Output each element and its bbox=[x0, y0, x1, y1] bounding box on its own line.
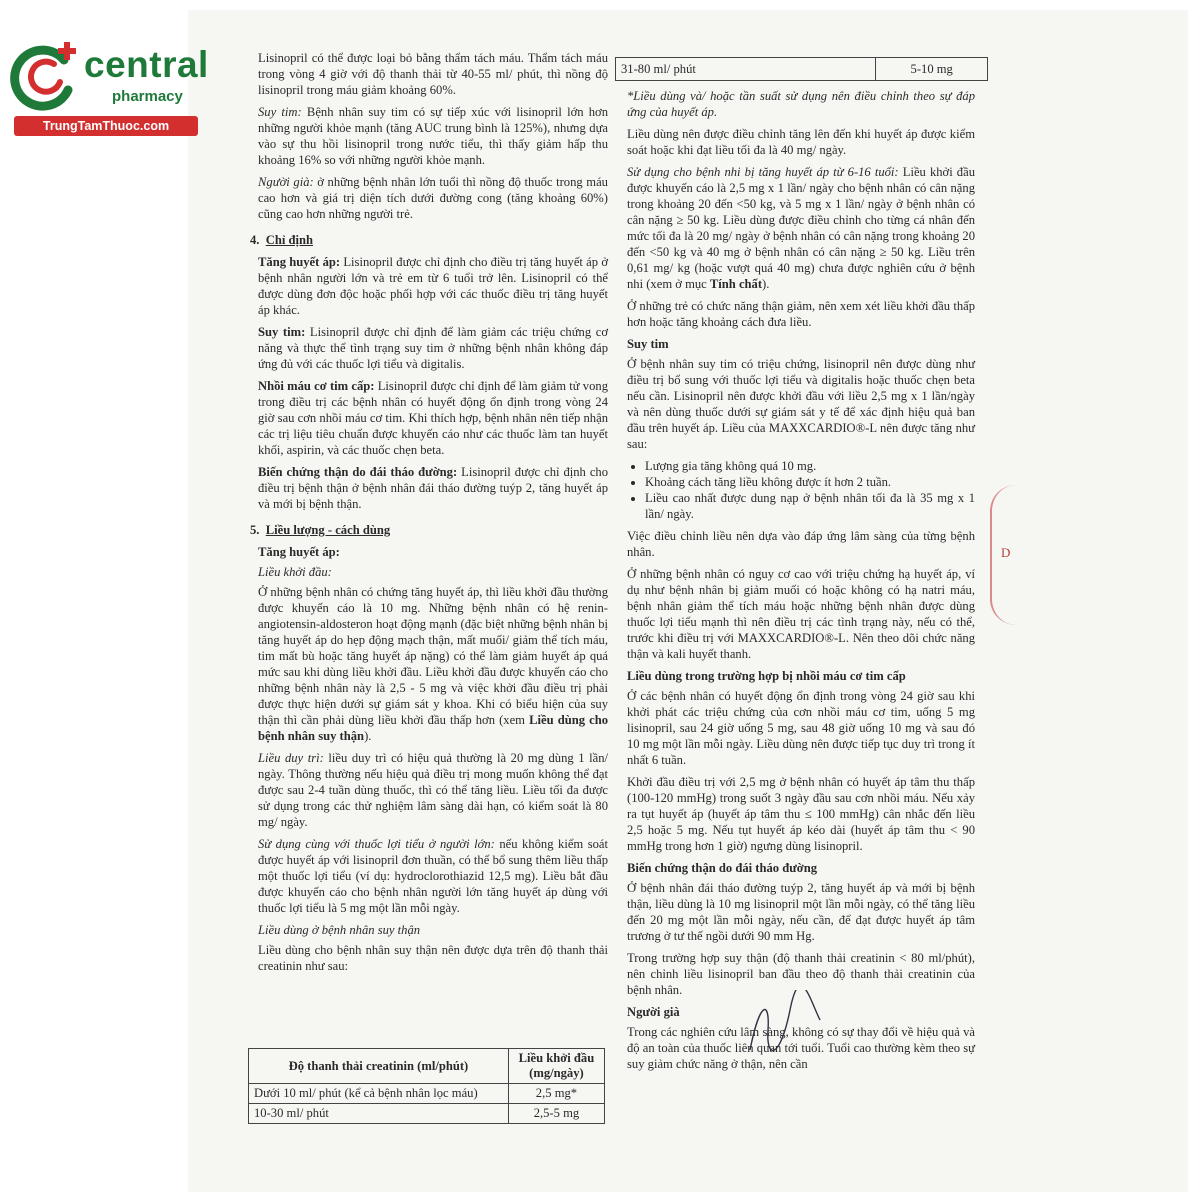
label: Nhồi máu cơ tim cấp: bbox=[258, 379, 375, 393]
text: Bệnh nhân suy tim có sự tiếp xúc với lisinopril lớn hơn những người khỏe mạnh (tăng AUC trung bình là 125%), nhưng dựa vào sự thu hồi lisinopril trong nước tiểu, thì thấy giảm hấp thu khoảng 16% so với những người khỏe mạnh. bbox=[258, 105, 608, 167]
label: Sử dụng cho bệnh nhi bị tăng huyết áp từ 6-16 tuổi: bbox=[627, 165, 899, 179]
label: Sử dụng cùng với thuốc lợi tiểu ở người lớn: bbox=[258, 837, 495, 851]
subheading: Biến chứng thận do đái tháo đường bbox=[627, 861, 818, 875]
paragraph: Khởi đầu điều trị với 2,5 mg ở bệnh nhân có huyết áp tâm thu thấp (100-120 mmHg) trong suốt 3 ngày đầu sau cơn nhồi máu. Nếu xảy ra tụt huyết áp (huyết áp tâm thu ≤ 100 mmHg) cân nhắc đến liều 2,5 hoặc 5 mg. Nếu tụt huyết áp kéo dài (huyết áp tâm thu < 90 mmHg trong hơn 1 giờ) ngưng dùng lisinopril. bbox=[627, 775, 975, 853]
text: Ở những bệnh nhân có chứng tăng huyết áp, thì liều khởi đầu thường được khuyến cáo là 10 mg. Những bệnh nhân có hệ renin-angiotensin-aldosteron hoạt động mạnh (đặc biệt những bệnh nhân bị tăng huyết áp do hẹp động mạch thận, mất muối/ giảm thể tích máu, tim mất bù hoặc tăng huyết áp nặng) có thể làm giảm huyết áp quá mức sau khi dùng liều khởi đầu. Liều khởi đầu được khuyến cáo cho những bệnh nhân này là 2,5 - 5 mg và việc khởi đầu điều trị phải được thực hiện dưới sự giám sát y khoa. Khi có biểu hiện của suy thận thì cần phải dùng liều khởi đầu thấp hơn (xem bbox=[258, 585, 608, 727]
text: liều duy trì có hiệu quả thường là 20 mg dùng 1 lần/ ngày. Thông thường nếu hiệu quả điều trị mong muốn không thể đạt được sau 2-4 tuần dùng thuốc, thì có thể tăng liều. Liều tối đa được sử dụng trong các thử nghiệm lâm sàng dài hạn, có kiểm soát là 80 mg/ ngày. bbox=[258, 751, 608, 829]
section-number: 4. bbox=[250, 233, 260, 247]
paragraph: Ở bệnh nhân đái tháo đường tuýp 2, tăng huyết áp và mới bị bệnh thận, liều dùng là 10 mg lisinopril một lần mỗi ngày, có thể tăng liều đến 20 mg một lần mỗi ngày, nếu cần, để đạt được huyết áp tâm trương ở tư thế ngồi dưới 90 mm Hg. bbox=[627, 881, 975, 943]
paragraph: Trong trường hợp suy thận (độ thanh thải creatinin < 80 ml/phút), nên chỉnh liều lisinopril ban đầu theo độ thanh thải creatinin của bệnh nhân. bbox=[627, 951, 975, 997]
text: Liều khởi đầu được khuyến cáo là 2,5 mg x 1 lần/ ngày cho bệnh nhân có cân nặng trong khoảng 20 đến <50 kg, và 5 mg x 1 lần/ ngày ở bệnh nhân có cân nặng ≥ 50 kg. Liều dùng được điều chỉnh cho từng cá nhân đến mức tối đa là 20 mg/ ngày ở bệnh nhân có cân nặng trong khoảng 20 đến <50 kg và 40 mg ở bệnh nhân có cân nặng ≥ 50 kg. Liều trên 0,61 mg/ kg (hoặc vượt quá 40 mg) chưa được nghiên cứu ở bệnh nhi (xem ở mục bbox=[627, 165, 975, 291]
table-cell: 2,5 mg* bbox=[508, 1084, 604, 1104]
section-heading-4 bbox=[250, 232, 608, 248]
renal-dose-table-continued bbox=[615, 57, 988, 81]
text: ở những bệnh nhân lớn tuổi thì nồng độ thuốc trong máu cao hơn và giá trị diện tích dưới đường cong (tăng khoảng 60%) cũng cao hơn những người trẻ. bbox=[258, 175, 608, 221]
list-item: • Khoảng cách tăng liều không được ít hơn 2 tuần. bbox=[645, 474, 975, 490]
section-number: 5. bbox=[250, 523, 260, 537]
cross-reference: Liều dùng cho bệnh nhân suy thận bbox=[258, 713, 608, 743]
label: Tăng huyết áp: bbox=[258, 255, 341, 269]
text: ). bbox=[364, 729, 372, 743]
table-row bbox=[249, 1084, 605, 1104]
paragraph: Ở các bệnh nhân có huyết động ổn định trong vòng 24 giờ sau khi khởi phát các triệu chứng của cơn nhồi máu cơ tim, uống 5 mg lisinopril, sau 24 giờ uống 5 mg, sau 48 giờ uống 10 mg và sau đó 10 mg một lần mỗi ngày. Liều dùng nên được tiếp tục duy trì trong ít nhất 6 tuần. bbox=[627, 689, 975, 767]
table-cell: Dưới 10 ml/ phút (kể cả bệnh nhân lọc máu) bbox=[249, 1084, 509, 1104]
table-cell: 2,5-5 mg bbox=[508, 1104, 604, 1124]
paragraph: Ở những trẻ có chức năng thận giảm, nên xem xét liều khởi đầu thấp hơn hoặc tăng khoảng cách đưa liều. bbox=[627, 299, 975, 329]
table-cell: 31-80 ml/ phút bbox=[616, 58, 876, 81]
footnote: *Liều dùng và/ hoặc tần suất sử dụng nên điều chỉnh theo sự đáp ứng của huyết áp. bbox=[627, 89, 975, 119]
list-item: • Liều cao nhất được dung nạp ở bệnh nhân tối đa là 35 mg x 1 lần/ ngày. bbox=[645, 490, 975, 522]
label: Suy tim: bbox=[258, 105, 302, 119]
table bbox=[615, 57, 988, 81]
text: Lisinopril được chỉ định cho điều trị bệnh thận ở bệnh nhân đái tháo đường tuýp 2, tăng huyết áp và mới bị bệnh thận. bbox=[258, 465, 609, 511]
text: Lisinopril được chỉ định cho điều trị tăng huyết áp ở bệnh nhân người lớn và trẻ em từ 6 tuổi trở lên. Lisinopril có thể được dùng đơn độc hoặc phối hợp với các thuốc điều trị tăng huyết áp khác. bbox=[258, 255, 608, 317]
text: Lisinopril được chỉ định để làm giảm các triệu chứng cơ năng và thực thể tình trạng suy tim ở những bệnh nhân không đáp ứng đủ với các thuốc lợi tiểu và digitalis. bbox=[258, 325, 608, 371]
left-column bbox=[250, 50, 609, 980]
table bbox=[248, 1048, 605, 1124]
brand-subtitle: pharmacy bbox=[112, 88, 183, 105]
bullet-list bbox=[627, 458, 975, 522]
table-cell: 5-10 mg bbox=[876, 58, 988, 81]
section-heading-5 bbox=[250, 522, 608, 538]
paragraph bbox=[258, 378, 608, 458]
text: nếu không kiểm soát được huyết áp với lisinopril đơn thuần, có thể bổ sung thêm liều thấp một thuốc lợi tiểu (ví dụ: hydroclorothiazid 12,5 mg). Liều bắt đầu được khuyến cáo cho bệnh nhân người lớn tăng huyết áp dùng với thuốc lợi tiểu là 5 mg một lần mỗi ngày. bbox=[258, 837, 608, 915]
paragraph bbox=[258, 104, 608, 168]
paragraph bbox=[627, 164, 975, 292]
cross-reference: Tính chất bbox=[709, 277, 763, 291]
column-header: Liều khởi đầu (mg/ngày) bbox=[508, 1049, 604, 1084]
subheading: Người già bbox=[627, 1005, 680, 1019]
right-column bbox=[627, 88, 975, 1078]
stamp-letter: D bbox=[1001, 545, 1011, 560]
label: Người già: bbox=[258, 175, 314, 189]
subheading: Suy tim bbox=[627, 337, 669, 351]
list-item: • Lượng gia tăng không quá 10 mg. bbox=[645, 458, 975, 474]
label: Suy tim: bbox=[258, 325, 306, 339]
signature-icon bbox=[740, 990, 830, 1070]
brand-website: TrungTamThuoc.com bbox=[14, 116, 198, 136]
paragraph bbox=[258, 836, 608, 916]
paragraph: Liều dùng nên được điều chỉnh tăng lên đến khi huyết áp được kiểm soát hoặc khi đạt liều tối đa là 40 mg/ ngày. bbox=[627, 127, 975, 157]
subheading: Liều dùng ở bệnh nhân suy thận bbox=[258, 923, 421, 937]
section-title: Liều lượng - cách dùng bbox=[265, 523, 391, 537]
paragraph: Ở những bệnh nhân có nguy cơ cao với triệu chứng hạ huyết áp, ví dụ như bệnh nhân bị giảm muối có hoặc không có hạ natri máu, bệnh nhân giảm thể tích máu hoặc những bệnh nhân được dùng thuốc lợi tiểu mạnh thì nên điều trị các tình trạng này, nếu có thể, trước khi điều trị với MAXXCARDIO®-L. Nên theo dõi chức năng thận và kali huyết thanh. bbox=[627, 567, 975, 661]
subheading: Liều dùng trong trường hợp bị nhồi máu cơ tim cấp bbox=[627, 669, 906, 683]
logo-icon bbox=[10, 38, 90, 118]
section-title: Chỉ định bbox=[265, 233, 314, 247]
text: Lisinopril được chỉ định để làm giảm tử vong trong điều trị các bệnh nhân có huyết động ổn định trong vòng 24 giờ sau cơn nhồi máu cơ tim. Khi thích hợp, bệnh nhân nên tiếp nhận các trị liệu tiêu chuẩn được khuyến cáo như các thuốc làm tan huyết khối, aspirin, và các thuốc chẹn beta. bbox=[258, 379, 608, 457]
paragraph bbox=[258, 254, 608, 318]
brand-name: central bbox=[84, 44, 209, 85]
table-header-row bbox=[249, 1049, 605, 1084]
table-row bbox=[249, 1104, 605, 1124]
paragraph: Trong các nghiên cứu lâm sàng, không có sự thay đổi về hiệu quả và độ an toàn của thuốc liên quan tới tuổi. Tuổi cao thường kèm theo sự suy giảm chức năng ở thận, nên cần bbox=[627, 1025, 975, 1071]
paragraph bbox=[258, 174, 608, 222]
paragraph bbox=[258, 584, 608, 744]
text: ). bbox=[762, 277, 770, 291]
paragraph bbox=[258, 750, 608, 830]
table-cell: 10-30 ml/ phút bbox=[249, 1104, 509, 1124]
subheading: Liều khởi đầu: bbox=[258, 565, 332, 579]
paragraph: Việc điều chỉnh liều nên dựa vào đáp ứng lâm sàng của từng bệnh nhân. bbox=[627, 529, 975, 559]
table-row bbox=[616, 58, 988, 81]
subheading: Tăng huyết áp: bbox=[258, 545, 340, 559]
paragraph: Lisinopril có thể được loại bỏ bằng thẩm tách máu. Thẩm tách máu trong vòng 4 giờ với độ thanh thải từ 40-55 ml/ phút, thì nồng độ lisinopril trong máu giảm khoảng 60%. bbox=[258, 51, 608, 97]
label: Biến chứng thận do đái tháo đường: bbox=[258, 465, 458, 479]
paragraph bbox=[258, 464, 608, 512]
paragraph: Liều dùng cho bệnh nhân suy thận nên được dựa trên độ thanh thải creatinin như sau: bbox=[258, 943, 608, 973]
column-header: Độ thanh thải creatinin (ml/phút) bbox=[249, 1049, 509, 1084]
renal-dose-table bbox=[248, 1048, 605, 1124]
paragraph bbox=[258, 324, 608, 372]
label: Liều duy trì: bbox=[258, 751, 324, 765]
paragraph: Ở bệnh nhân suy tim có triệu chứng, lisinopril nên được dùng như điều trị bổ sung với thuốc lợi tiểu và digitalis hoặc thuốc chẹn beta nếu cần. Lisinopril nên được khởi đầu với liều 2,5 mg x 1 lần/ngày và nên dùng thuốc dưới sự giám sát y tế để xác định hiệu quả ban đầu trên huyết áp. Liều của MAXXCARDIO®-L nên được tăng như sau: bbox=[627, 357, 975, 451]
